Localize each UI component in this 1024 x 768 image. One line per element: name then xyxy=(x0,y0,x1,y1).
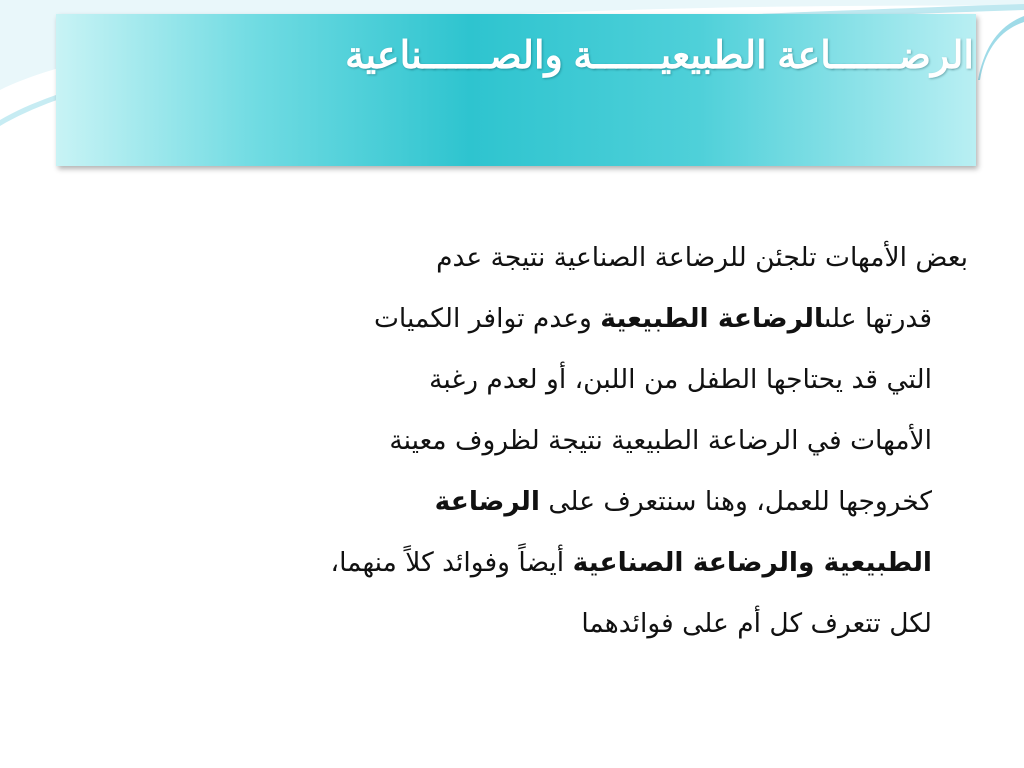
body-line-5 xyxy=(56,471,968,532)
body-line-1-text: بعض الأمهات تلجئن للرضاعة الصناعية نتيجة عدم xyxy=(436,242,968,273)
body-line-2-prefix: قدرتها على xyxy=(823,303,932,334)
body-line-6 xyxy=(56,532,968,593)
body-line-3 xyxy=(56,349,968,410)
body-line-5-prefix: كخروجها للعمل، وهنا سنتعرف على xyxy=(539,486,932,517)
body-line-5-bold: الرضاعة xyxy=(434,486,540,517)
body-line-3-text: التي قد يحتاجها الطفل من اللبن، أو لعدم رغبة xyxy=(429,364,932,395)
body-line-2-bold: الرضاعة الطبيعية xyxy=(600,303,824,334)
body-line-1 xyxy=(56,227,968,288)
body-line-2-suffix: وعدم توافر الكميات xyxy=(373,303,601,334)
body-line-6-bold: الطبيعية والرضاعة الصناعية xyxy=(572,547,932,578)
title-banner xyxy=(56,14,976,166)
body-line-2 xyxy=(56,288,968,349)
body-line-7-text: لكل تتعرف كل أم على فوائدهما xyxy=(581,608,932,639)
body-line-6-suffix: أيضاً وفوائد كلاً منهما، xyxy=(330,547,573,578)
slide-title: الرضــــــاعة الطبيعيــــــة والصــــــناعية xyxy=(345,35,974,77)
body-paragraph xyxy=(56,227,968,654)
body-line-4 xyxy=(56,410,968,471)
body-line-4-text: الأمهات في الرضاعة الطبيعية نتيجة لظروف معينة xyxy=(389,425,932,456)
body-line-7 xyxy=(56,593,968,654)
